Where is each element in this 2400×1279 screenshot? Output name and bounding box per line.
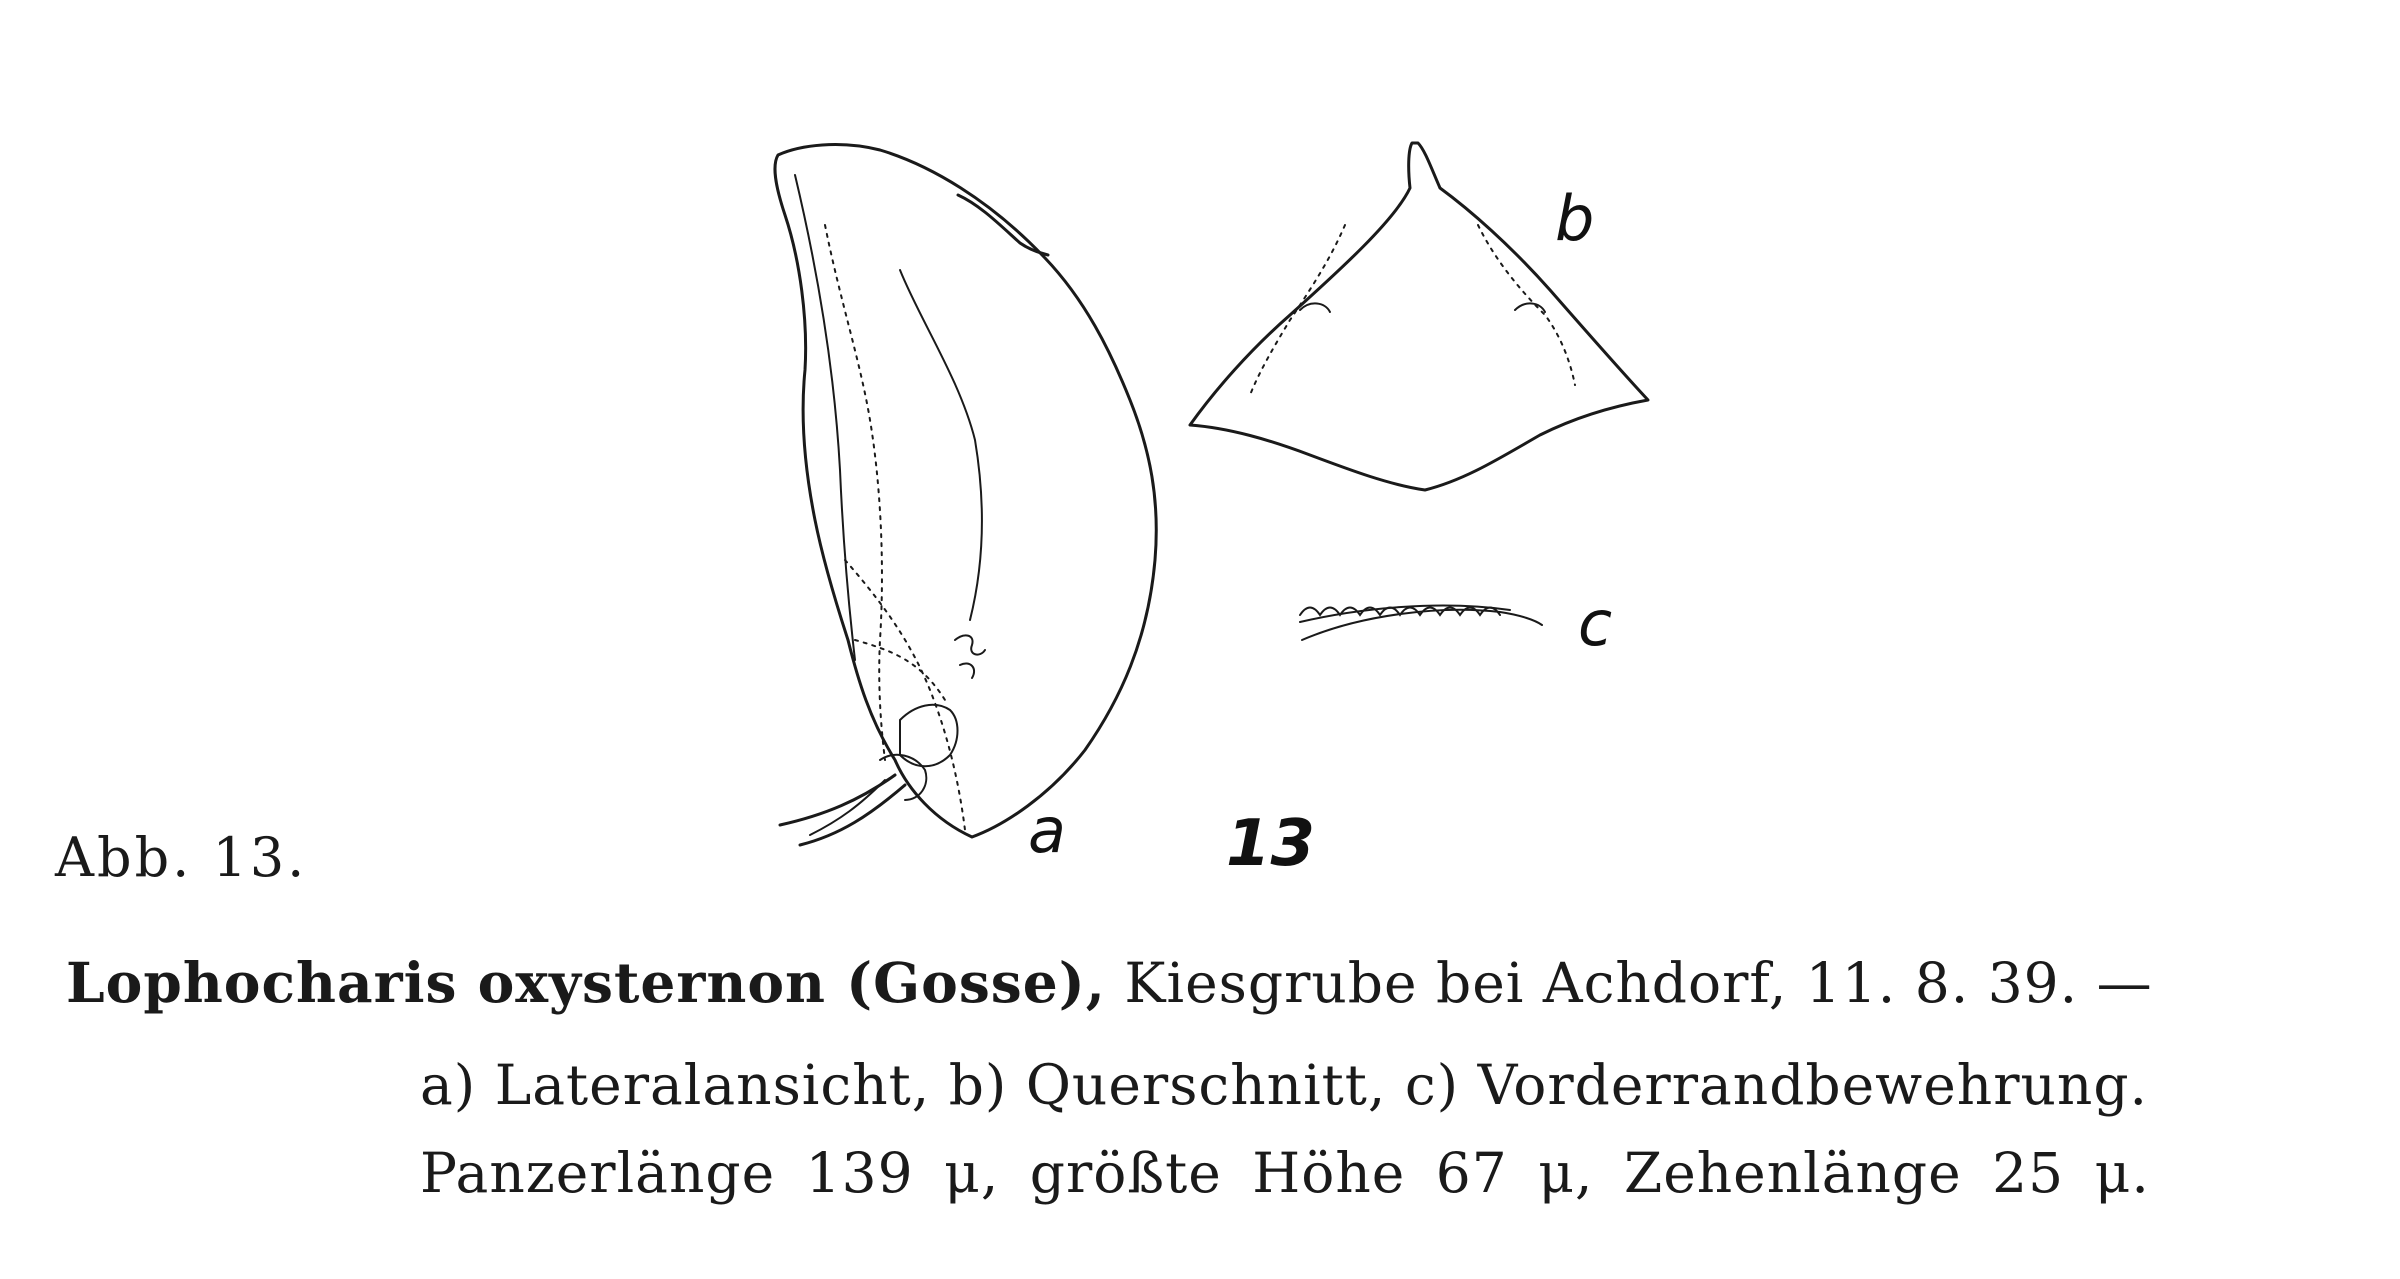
dotted-structure-1	[825, 225, 885, 760]
locality-text: Kiesgrube bei Achdorf, 11. 8. 39. —	[1105, 951, 2153, 1015]
sensory-organ	[955, 635, 985, 654]
dotted-structure-3	[855, 640, 945, 700]
internal-line	[900, 270, 982, 620]
species-name: Lophocharis oxysternon (Gosse),	[66, 950, 1106, 1015]
toe-1	[780, 775, 895, 825]
cross-section-detail-2	[1515, 303, 1545, 312]
cross-section-detail-1	[1300, 303, 1330, 312]
figure-reference: Abb. 13.	[55, 826, 308, 889]
caption-line-3: Panzerlänge 139 μ, größte Höhe 67 μ, Zehenlänge 25 μ.	[420, 1141, 2150, 1205]
sensory-organ-2	[960, 663, 974, 678]
caption-line-1	[66, 950, 2153, 1015]
figure-number: 13	[1226, 807, 1316, 881]
lateral-view-drawing	[775, 145, 1156, 845]
lorica-outline	[775, 145, 1156, 837]
panel-label-c: c	[1578, 587, 1613, 660]
anterior-armature-drawing	[1300, 606, 1542, 640]
panel-label-b: b	[1555, 182, 1595, 255]
caption-line-2: a) Lateralansicht, b) Querschnitt, c) Vorderrandbewehrung.	[420, 1053, 2149, 1117]
panel-label-a: a	[1028, 794, 1066, 867]
